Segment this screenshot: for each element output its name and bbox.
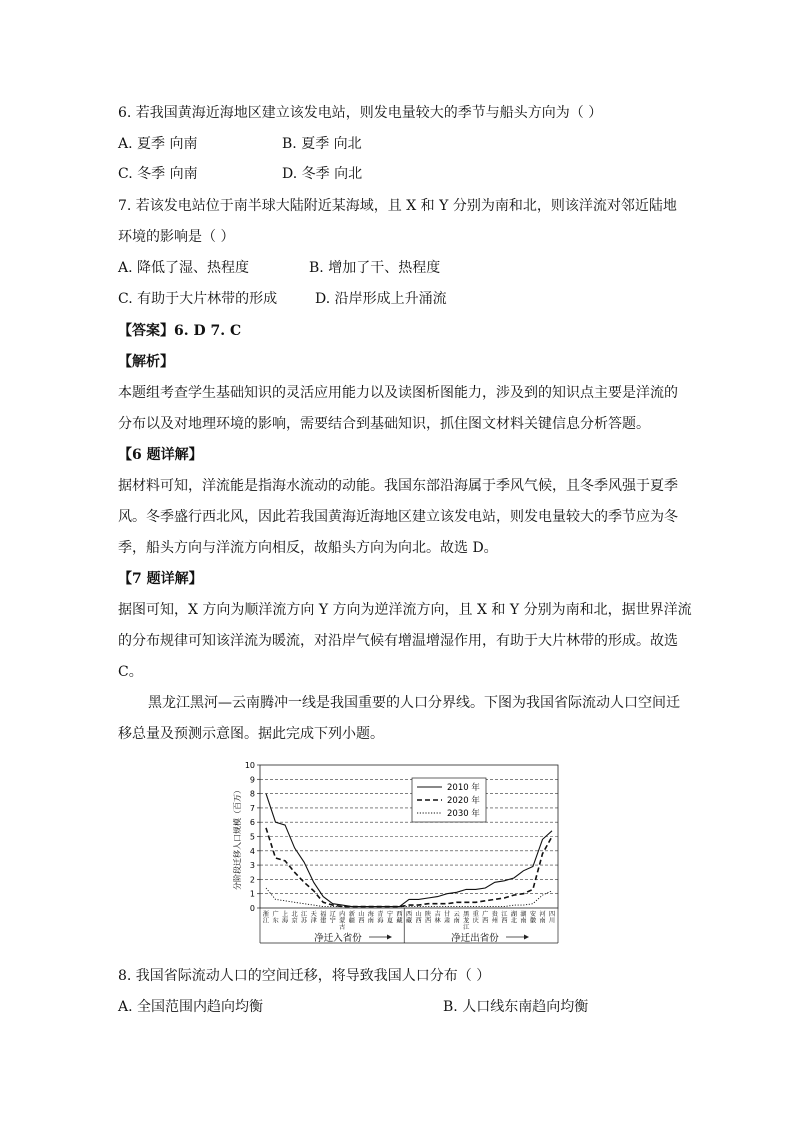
category-label: 甘肃 <box>444 911 451 925</box>
category-label: 重庆 <box>472 911 479 925</box>
q7-stem-line1: 7. 若该发电站位于南半球大陆附近某海域，且 X 和 Y 分别为南和北，则该洋流对邻近陆地 <box>118 198 677 214</box>
detail6-line-2: 风。冬季盛行西北风，因此若我国黄海近海地区建立该发电站，则发电量较大的季节应为冬 <box>118 509 678 525</box>
q7-stem-line2: 环境的影响是（ ） <box>118 229 235 245</box>
q8-option-b: B. 人口线东南趋向均衡 <box>443 999 589 1015</box>
category-label: 新疆 <box>348 911 355 925</box>
category-label: 贵州 <box>491 911 498 925</box>
category-label: 吉林 <box>434 911 441 925</box>
category-label: 上海 <box>281 911 289 925</box>
q7-option-d: D. 沿岸形成上升涌流 <box>315 291 447 307</box>
migration-chart <box>229 758 565 948</box>
q6-stem: 6. 若我国黄海近海地区建立该发电站，则发电量较大的季节与船头方向为（ ） <box>118 105 603 121</box>
passage-line-1: 黑龙江黑河—云南腾冲一线是我国重要的人口分界线。下图为我国省际流动人口空间迁 <box>148 695 680 711</box>
y-axis-label: 分阶段迁移人口规模（百万） <box>233 786 242 890</box>
category-label: 福建 <box>320 911 327 925</box>
analysis-line-1: 本题组考查学生基础知识的灵活应用能力以及读图析图能力，涉及到的知识点主要是洋流的 <box>118 385 678 401</box>
group-label-net-out: 净迁出省份 <box>451 933 499 944</box>
detail7-line-2: 的分布规律可知该洋流为暖流，对沿岸气候有增温增湿作用，有助于大片林带的形成。故选 <box>118 633 678 649</box>
q8-stem: 8. 我国省际流动人口的空间迁移，将导致我国人口分布（ ） <box>118 968 491 984</box>
category-label: 湖北 <box>510 911 517 925</box>
group-label-net-in: 净迁入省份 <box>314 933 362 944</box>
y-tick-label: 1 <box>249 889 255 899</box>
y-tick-label: 4 <box>249 846 255 856</box>
y-tick-label: 8 <box>249 789 255 799</box>
category-label: 青海 <box>377 911 384 925</box>
category-label: 内蒙古 <box>339 911 346 932</box>
net-out-arrowhead <box>524 935 529 940</box>
category-label: 云南 <box>453 911 460 925</box>
category-label: 江西 <box>501 911 508 925</box>
category-label: 河南 <box>539 911 546 925</box>
legend-label-0: 2010 年 <box>447 783 480 793</box>
detail6-line-3: 季，船头方向与洋流方向相反，故船头方向为向北。故选 D。 <box>118 540 498 556</box>
analysis-line-2: 分布以及对地理环境的影响，需要结合到基础知识，抓住图文材料关键信息分析答题。 <box>118 416 650 432</box>
detail6-line-1: 据材料可知，洋流能是指海水流动的动能。我国东部沿海属于季风气候，且冬季风强于夏季 <box>118 478 678 494</box>
series-line-1 <box>266 828 552 907</box>
category-label: 浙江 <box>262 911 270 925</box>
y-tick-label: 6 <box>249 818 255 828</box>
q7-option-c: C. 有助于大片林带的形成 <box>118 291 278 307</box>
q8-option-a: A. 全国范围内趋向均衡 <box>118 999 264 1015</box>
category-label: 湖南 <box>520 911 527 925</box>
q7-option-b: B. 增加了干、热程度 <box>309 260 441 276</box>
category-label: 广西 <box>482 911 489 925</box>
category-label: 四川 <box>548 911 556 925</box>
y-tick-label: 5 <box>249 832 255 842</box>
category-label: 北京 <box>291 911 298 925</box>
q6-option-d: D. 冬季 向北 <box>282 166 363 182</box>
series-lines <box>266 794 552 907</box>
series-line-2 <box>266 888 552 907</box>
legend-label-1: 2020 年 <box>447 796 480 806</box>
migration-chart-svg <box>229 758 565 948</box>
y-tick-label: 10 <box>244 761 255 770</box>
category-label: 山西 <box>358 911 365 925</box>
detail7-line-3: C。 <box>118 664 143 680</box>
category-label: 辽宁 <box>329 911 336 925</box>
plot-frame <box>260 765 558 908</box>
answer-line: 【答案】6. D 7. C <box>118 323 242 339</box>
category-label: 安徽 <box>529 911 537 925</box>
category-labels <box>263 910 555 931</box>
q6-option-c: C. 冬季 向南 <box>118 166 198 182</box>
q7-option-a: A. 降低了湿、热程度 <box>118 260 250 276</box>
category-label: 宁夏 <box>386 911 394 925</box>
category-label: 海南 <box>367 911 374 925</box>
detail7-heading: 【7 题详解】 <box>118 571 203 587</box>
category-label: 江苏 <box>301 911 308 925</box>
passage-line-2: 移总量及预测示意图。据此完成下列小题。 <box>118 726 384 742</box>
legend-label-2: 2030 年 <box>447 809 480 819</box>
net-in-arrowhead <box>387 935 392 940</box>
y-tick-label: 3 <box>249 861 255 871</box>
category-label: 广东 <box>272 911 279 925</box>
series-line-0 <box>266 794 552 907</box>
category-label: 西藏 <box>405 911 413 925</box>
legend <box>412 778 486 822</box>
category-label: 黑龙江 <box>463 911 470 932</box>
detail6-heading: 【6 题详解】 <box>118 447 203 463</box>
y-tick-label: 2 <box>249 875 255 885</box>
analysis-heading: 【解析】 <box>118 354 174 370</box>
category-label: 山西 <box>415 911 422 925</box>
y-tick-label: 9 <box>249 775 255 785</box>
category-label: 天津 <box>310 911 317 925</box>
q6-option-a: A. 夏季 向南 <box>118 136 198 152</box>
q6-option-b: B. 夏季 向北 <box>282 136 362 152</box>
y-tick-label: 0 <box>249 904 255 913</box>
detail7-line-1: 据图可知，X 方向为顺洋流方向 Y 方向为逆洋流方向，且 X 和 Y 分别为南和北，据世界洋流 <box>118 602 692 618</box>
category-label: 西藏 <box>396 911 403 925</box>
category-label: 陕西 <box>424 911 432 925</box>
y-tick-label: 7 <box>249 803 255 813</box>
grid-lines <box>260 779 558 893</box>
